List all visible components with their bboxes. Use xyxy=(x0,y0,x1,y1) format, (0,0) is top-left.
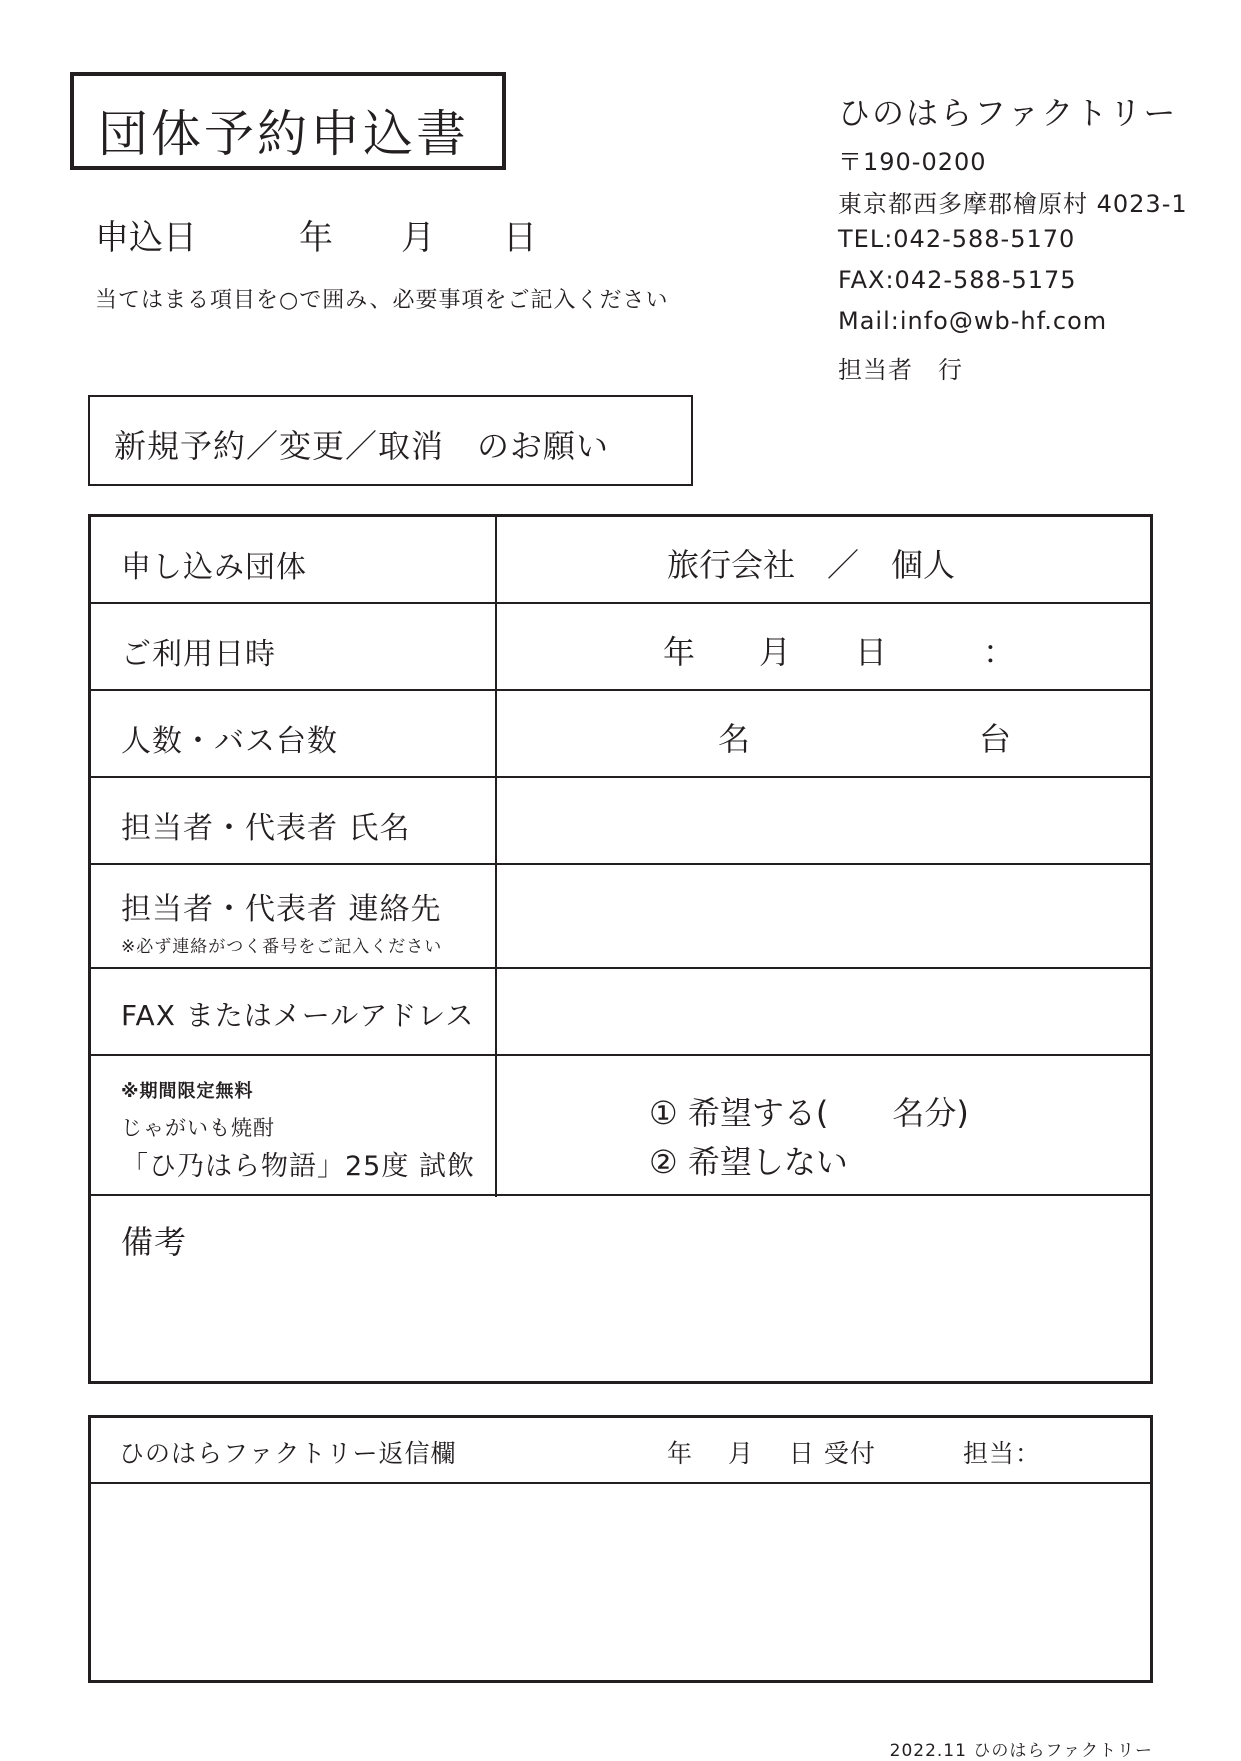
request-type-box[interactable] xyxy=(88,395,693,486)
row-divider xyxy=(91,863,1150,865)
rep-contact-label: 担当者・代表者 連絡先 xyxy=(121,892,442,927)
footer-text: 2022.11 ひのはらファクトリー xyxy=(889,1741,1153,1761)
request-type-options[interactable]: 新規予約／変更／取消 のお願い xyxy=(114,427,610,465)
tasting-option-yes[interactable]: ① 希望する( 名分) xyxy=(649,1094,969,1132)
company-addressee: 担当者 行 xyxy=(838,356,963,384)
count-people[interactable]: 名 xyxy=(718,720,751,758)
row-divider xyxy=(91,602,1150,604)
rep-name-label: 担当者・代表者 氏名 xyxy=(121,811,411,846)
count-label: 人数・バス台数 xyxy=(121,724,338,759)
reply-received: 年 月 日 受付 xyxy=(667,1439,876,1468)
row-divider xyxy=(91,1054,1150,1056)
row-divider xyxy=(91,967,1150,969)
count-bus[interactable]: 台 xyxy=(979,720,1012,758)
form-title: 団体予約申込書 xyxy=(98,105,469,163)
row-divider xyxy=(91,689,1150,691)
tasting-option-no[interactable]: ② 希望しない xyxy=(649,1143,848,1181)
application-date[interactable]: 申込日 年 月 日 xyxy=(95,218,537,258)
reply-staff: 担当： xyxy=(963,1439,1042,1468)
datetime-label: ご利用日時 xyxy=(121,637,276,672)
rep-contact-note: ※必ず連絡がつく番号をご記入ください xyxy=(121,937,443,957)
company-tel: TEL:042-588-5170 xyxy=(838,225,1076,253)
tasting-line1: じゃがいも焼酎 xyxy=(121,1116,275,1140)
reply-divider xyxy=(91,1482,1150,1484)
tasting-line2: 「ひ乃はら物語」25度 試飲 xyxy=(121,1151,475,1182)
row-divider xyxy=(91,1194,1150,1196)
reply-box xyxy=(88,1415,1153,1683)
remarks-label: 備考 xyxy=(121,1223,188,1261)
application-table xyxy=(88,514,1153,1384)
column-divider xyxy=(495,517,497,1197)
instruction-text: 当てはまる項目を○で囲み、必要事項をご記入ください xyxy=(95,288,669,313)
company-address: 東京都西多摩郡檜原村 4023-1 xyxy=(838,190,1188,218)
tasting-note: ※期間限定無料 xyxy=(121,1081,254,1102)
form-title-box xyxy=(70,72,506,170)
row-divider xyxy=(91,776,1150,778)
company-fax: FAX:042-588-5175 xyxy=(838,266,1077,294)
reply-label: ひのはらファクトリー返信欄 xyxy=(119,1439,457,1468)
group-value[interactable]: 旅行会社 ／ 個人 xyxy=(667,546,956,584)
group-label: 申し込み団体 xyxy=(121,550,307,585)
company-postal: 〒190-0200 xyxy=(838,148,987,176)
datetime-value[interactable]: 年 月 日 ： xyxy=(663,633,1016,671)
company-name: ひのはらファクトリー xyxy=(838,94,1178,132)
fax-email-label: FAX またはメールアドレス xyxy=(121,999,475,1032)
company-mail: Mail:info@wb-hf.com xyxy=(838,307,1108,335)
